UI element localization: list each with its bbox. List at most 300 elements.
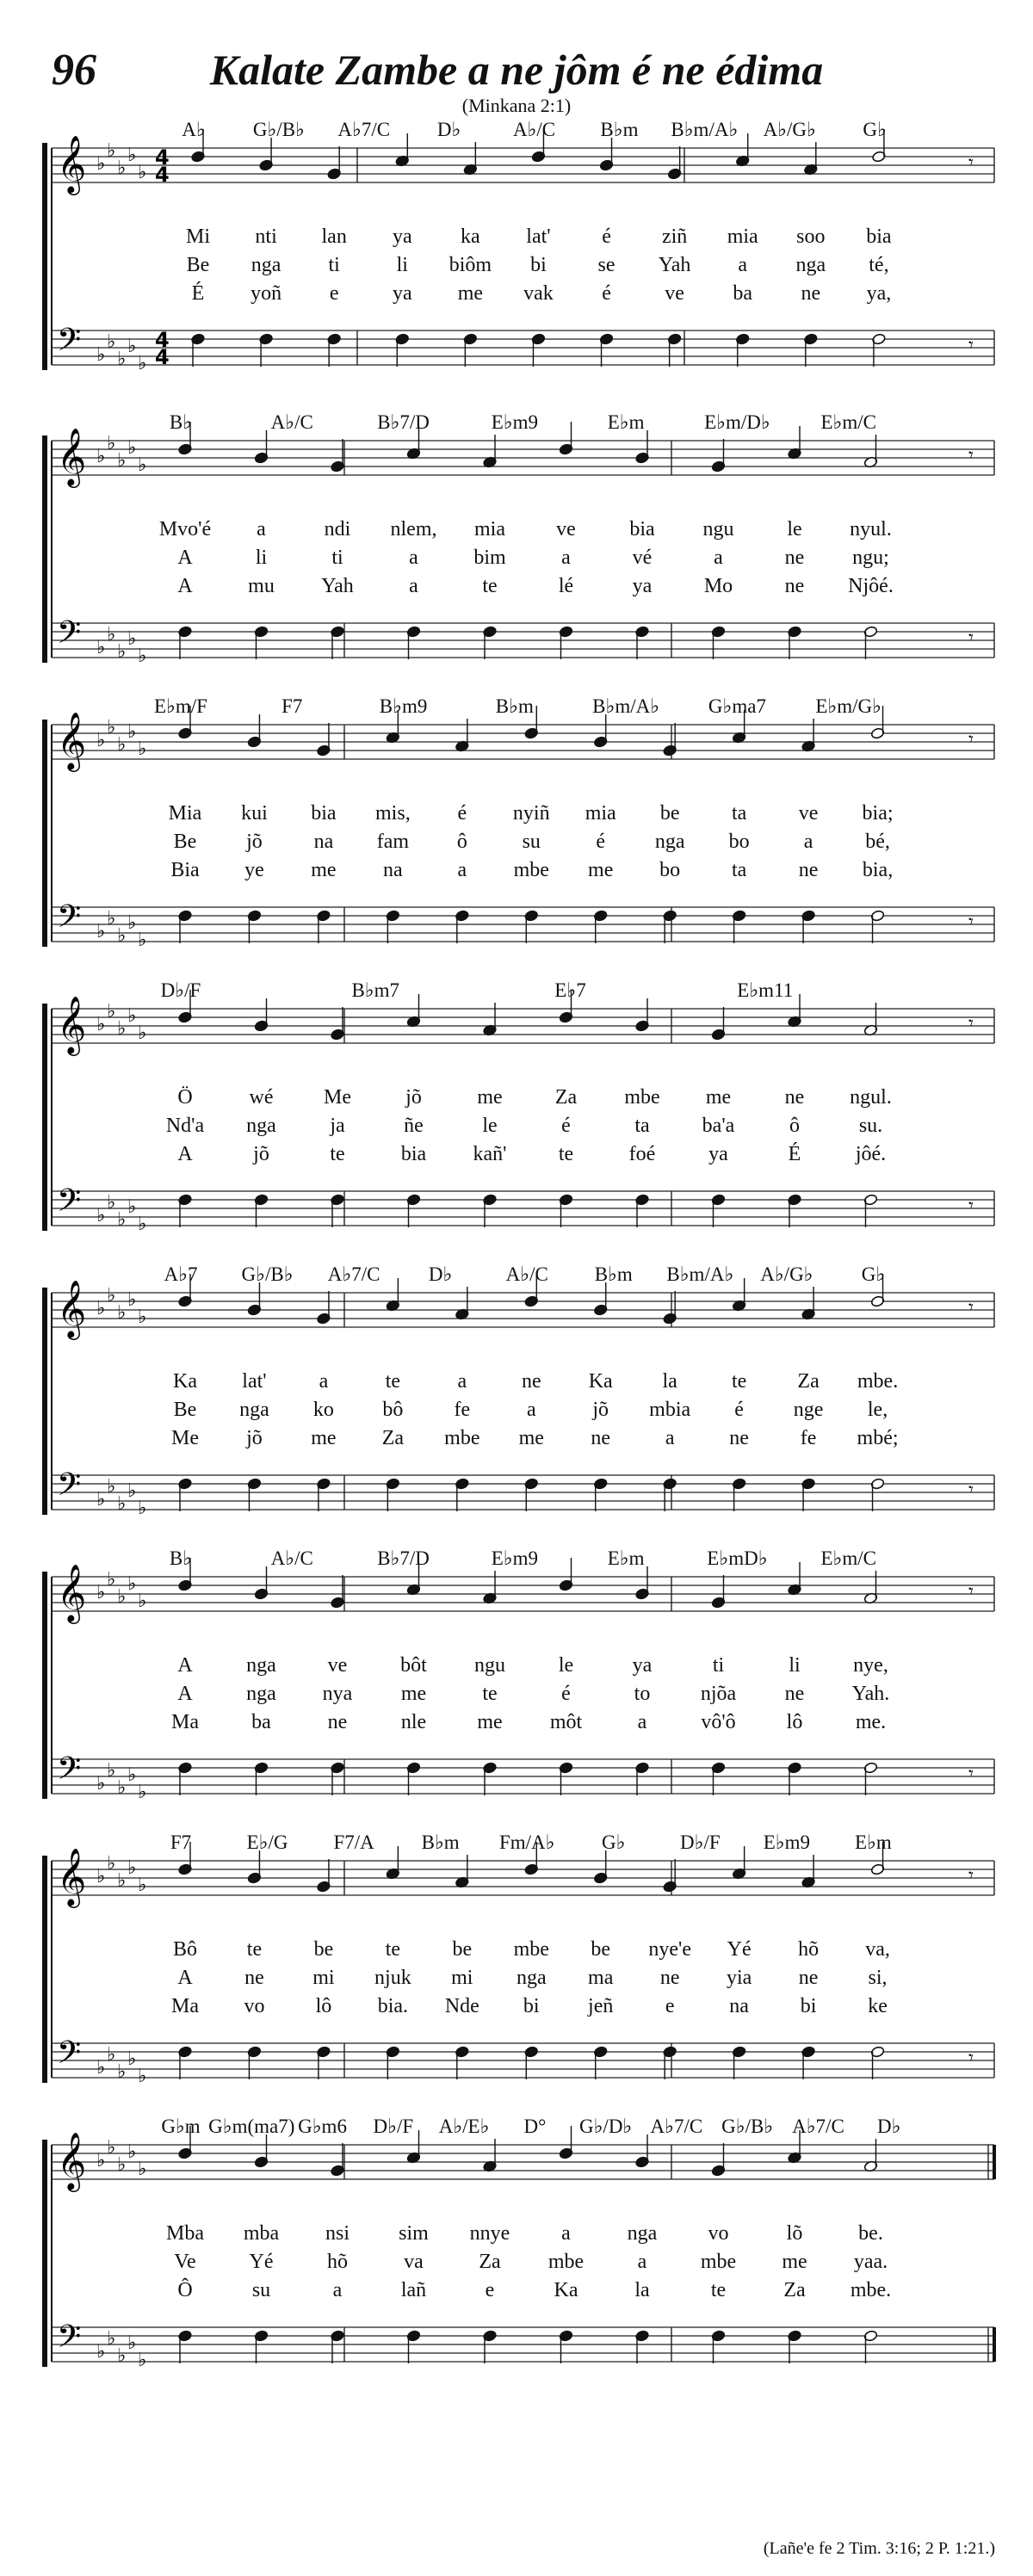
- treble-note: [483, 435, 498, 468]
- chord-symbol: B♭: [169, 411, 193, 433]
- lyric-syllable: É: [191, 282, 205, 305]
- lyric-syllable: ñe: [404, 1115, 424, 1137]
- treble-note: [317, 1859, 331, 1893]
- eighth-rest-icon: 𝄾: [968, 445, 974, 466]
- lyric-syllable: nga: [795, 254, 826, 276]
- flat-icon: ♭: [96, 1014, 106, 1035]
- bass-note: [801, 2046, 816, 2079]
- bass-note: [483, 2330, 498, 2363]
- treble-note: [711, 1575, 726, 1609]
- lyric-syllable: vo: [244, 1995, 265, 2017]
- lyric-syllable: a: [665, 1427, 675, 1449]
- flat-icon: ♭: [96, 153, 106, 175]
- lyric-syllable: hõ: [798, 1938, 820, 1961]
- flat-icon: ♭: [96, 446, 106, 467]
- bass-note: [178, 626, 193, 659]
- music-system: [0, 1547, 1033, 1868]
- chord-symbol: B♭m: [594, 1263, 633, 1285]
- lyric-syllable: mis,: [375, 802, 411, 825]
- treble-note: [593, 1282, 608, 1316]
- bass-note: [455, 2046, 470, 2079]
- lyric-syllable: li: [255, 547, 268, 569]
- treble-note: [593, 1850, 608, 1884]
- bass-note: [191, 333, 206, 367]
- treble-note: [593, 714, 608, 748]
- flat-icon: ♭: [107, 1192, 116, 1214]
- lyric-syllable: e: [665, 1995, 675, 2017]
- chord-symbol: E♭m/C: [820, 411, 876, 433]
- lyric-syllable: mba: [243, 2222, 280, 2245]
- chord-symbol: B♭m/A♭: [671, 119, 739, 140]
- lyric-syllable: Be: [186, 254, 210, 276]
- treble-note: [863, 1003, 878, 1036]
- lyric-syllable: nga: [246, 1115, 276, 1137]
- lyric-syllable: bô: [382, 1399, 404, 1421]
- chord-symbol: G♭: [861, 1263, 886, 1285]
- lyric-syllable: a: [409, 547, 418, 569]
- lyric-syllable: be: [452, 1938, 473, 1961]
- bass-note: [593, 910, 608, 943]
- lyric-syllable: Ma: [171, 1995, 199, 2017]
- lyric-syllable: te: [710, 2279, 727, 2301]
- flat-icon: ♭: [138, 1875, 147, 1896]
- lyric-syllable: ne: [729, 1427, 749, 1449]
- bass-clef-icon: 𝄢: [57, 615, 82, 658]
- chord-symbol: G♭ma7: [708, 695, 766, 717]
- lyric-syllable: me: [518, 1427, 544, 1449]
- lyric-syllable: su: [522, 831, 541, 853]
- lyric-syllable: ko: [312, 1399, 334, 1421]
- treble-staff: [52, 1293, 994, 1327]
- lyric-syllable: a: [637, 1711, 647, 1733]
- lyric-syllable: bia: [866, 225, 892, 248]
- bass-note: [395, 333, 410, 367]
- bass-note: [254, 1762, 269, 1795]
- lyric-syllable: bo: [659, 859, 681, 881]
- flat-icon: ♭: [107, 1285, 116, 1307]
- lyric-syllable: foé: [628, 1143, 656, 1165]
- lyric-syllable: mia: [727, 225, 758, 248]
- flat-icon: ♭: [117, 641, 127, 663]
- flat-icon: ♭: [127, 628, 137, 650]
- lyric-syllable: me: [311, 859, 337, 881]
- treble-clef-icon: 𝄞: [57, 1563, 87, 1622]
- bass-note: [711, 2330, 726, 2363]
- chord-symbol: A♭/C: [512, 119, 556, 140]
- lyric-syllable: A: [177, 1683, 193, 1705]
- flat-icon: ♭: [107, 2044, 116, 2066]
- lyric-syllable: mbe: [700, 2251, 737, 2273]
- flat-icon: ♭: [117, 1018, 127, 1040]
- lyric-syllable: ziñ: [661, 225, 688, 248]
- lyric-syllable: ngu: [474, 1654, 505, 1677]
- lyric-syllable: jõ: [246, 1427, 263, 1449]
- lyric-syllable: jõ: [592, 1399, 609, 1421]
- lyric-syllable: to: [634, 1683, 651, 1705]
- treble-note: [788, 426, 802, 460]
- lyric-syllable: ka: [461, 225, 480, 248]
- flat-icon: ♭: [117, 450, 127, 472]
- bass-clef-icon: 𝄢: [57, 1183, 82, 1226]
- bass-staff: [52, 623, 994, 658]
- lyric-syllable: a: [457, 859, 467, 881]
- lyric-syllable: ngu;: [852, 547, 889, 569]
- bass-staff: [52, 907, 994, 942]
- bass-note: [735, 333, 750, 367]
- lyric-syllable: Mi: [185, 225, 211, 248]
- chord-symbol: E♭m: [607, 1547, 645, 1569]
- bass-clef-icon: 𝄢: [57, 2035, 82, 2079]
- flat-icon: ♭: [117, 1777, 127, 1799]
- lyric-syllable: wé: [249, 1086, 274, 1109]
- treble-note: [247, 714, 262, 748]
- flat-icon: ♭: [127, 336, 137, 357]
- lyric-syllable: be: [313, 1938, 334, 1961]
- eighth-rest-icon: 𝄾: [968, 1480, 974, 1501]
- lyric-syllable: ya: [708, 1143, 728, 1165]
- lyric-syllable: ti: [331, 547, 343, 569]
- bass-note: [663, 910, 677, 943]
- lyric-syllable: Ö: [177, 1086, 193, 1109]
- lyric-syllable: nti: [255, 225, 277, 248]
- chord-symbol: E♭7: [554, 979, 586, 1001]
- flat-icon: ♭: [107, 2137, 116, 2159]
- lyric-syllable: nlem,: [390, 518, 437, 541]
- treble-note: [804, 142, 819, 176]
- lyric-syllable: jeñ: [588, 1995, 614, 2017]
- chord-symbol: E♭m9: [491, 1547, 538, 1569]
- flat-icon: ♭: [127, 145, 137, 166]
- bass-note: [599, 333, 614, 367]
- lyric-syllable: kañ': [473, 1143, 507, 1165]
- lyric-syllable: É: [788, 1143, 801, 1165]
- lyric-syllable: ô: [789, 1115, 800, 1137]
- flat-icon: ♭: [127, 1857, 137, 1879]
- treble-note: [331, 2143, 345, 2177]
- chord-symbol: A♭/C: [270, 1547, 313, 1569]
- lyric-syllable: li: [789, 1654, 801, 1677]
- lyric-syllable: é: [602, 225, 611, 248]
- lyric-syllable: ye: [244, 859, 264, 881]
- flat-icon: ♭: [107, 2328, 116, 2350]
- lyric-syllable: Ka: [588, 1370, 613, 1393]
- flat-icon: ♭: [96, 921, 106, 942]
- lyric-syllable: Bia: [170, 859, 200, 881]
- lyric-syllable: njuk: [374, 1967, 411, 1989]
- chord-symbol: F7: [281, 695, 303, 717]
- bass-note: [863, 626, 878, 659]
- lyric-syllable: vak: [523, 282, 554, 305]
- lyric-syllable: nga: [246, 1683, 276, 1705]
- flat-icon: ♭: [117, 2061, 127, 2083]
- flat-icon: ♭: [138, 1022, 147, 1044]
- lyric-syllable: bo: [728, 831, 750, 853]
- flat-icon: ♭: [117, 1493, 127, 1515]
- lyric-syllable: ta: [731, 802, 747, 825]
- flat-icon: ♭: [96, 344, 106, 366]
- lyric-syllable: a: [561, 547, 571, 569]
- bass-note: [635, 1194, 650, 1227]
- lyric-syllable: kui: [241, 802, 268, 825]
- flat-icon: ♭: [127, 1005, 137, 1027]
- chord-symbol: A♭/E♭: [438, 2116, 490, 2137]
- bass-note: [386, 1478, 400, 1511]
- bass-note: [593, 2046, 608, 2079]
- lyric-syllable: e: [485, 2279, 495, 2301]
- lyric-syllable: mbe: [444, 1427, 480, 1449]
- lyric-syllable: a: [714, 547, 723, 569]
- flat-icon: ♭: [138, 1591, 147, 1612]
- eighth-rest-icon: 𝄾: [968, 1013, 974, 1035]
- bass-note: [635, 626, 650, 659]
- treble-note: [483, 2139, 498, 2172]
- treble-note: [801, 719, 816, 752]
- eighth-rest-icon: 𝄾: [968, 1764, 974, 1785]
- lyric-syllable: yaa.: [853, 2251, 888, 2273]
- bass-note: [663, 1478, 677, 1511]
- lyric-syllable: yoñ: [251, 282, 282, 305]
- flat-icon: ♭: [138, 162, 147, 183]
- lyric-syllable: Yé: [249, 2251, 274, 2273]
- chord-symbol: E♭mD♭: [707, 1547, 768, 1569]
- lyric-syllable: jõ: [253, 1143, 269, 1165]
- lyric-syllable: A: [177, 547, 193, 569]
- lyric-syllable: nsi: [325, 2222, 350, 2245]
- treble-note: [331, 1007, 345, 1041]
- bass-note: [386, 2046, 400, 2079]
- lyric-syllable: va,: [865, 1938, 890, 1961]
- flat-icon: ♭: [138, 2350, 147, 2371]
- treble-clef-icon: 𝄞: [57, 1279, 87, 1337]
- chord-symbol: E♭m: [855, 1832, 892, 1853]
- eighth-rest-icon: 𝄾: [968, 1581, 974, 1603]
- flat-icon: ♭: [138, 454, 147, 476]
- treble-staff: [52, 441, 994, 475]
- treble-note: [788, 1562, 802, 1596]
- treble-note: [635, 1566, 650, 1600]
- bass-note: [559, 2330, 573, 2363]
- bass-note: [711, 626, 726, 659]
- lyric-syllable: ya,: [866, 282, 892, 305]
- flat-icon: ♭: [138, 1307, 147, 1328]
- lyric-syllable: se: [597, 254, 615, 276]
- bass-note: [254, 2330, 269, 2363]
- treble-note: [711, 2143, 726, 2177]
- treble-note: [463, 142, 478, 176]
- chord-symbol: E♭m/F: [154, 695, 207, 717]
- lyric-syllable: a: [561, 2222, 571, 2245]
- lyric-syllable: ti: [712, 1654, 725, 1677]
- lyric-syllable: é: [561, 1115, 571, 1137]
- lyric-syllable: A: [177, 575, 193, 597]
- lyric-syllable: ta: [634, 1115, 650, 1137]
- treble-clef-icon: 𝄞: [57, 995, 87, 1053]
- lyric-syllable: bôt: [400, 1654, 427, 1677]
- bass-note: [863, 1762, 878, 1795]
- time-signature: 4: [155, 163, 170, 187]
- lyric-syllable: hõ: [327, 2251, 348, 2273]
- lyric-syllable: A: [177, 1654, 193, 1677]
- flat-icon: ♭: [138, 1498, 147, 1519]
- chord-symbol: G♭: [602, 1832, 626, 1853]
- flat-icon: ♭: [127, 1196, 137, 1218]
- chord-symbol: B♭m/A♭: [666, 1263, 734, 1285]
- lyric-syllable: bé,: [865, 831, 890, 853]
- treble-note: [711, 439, 726, 473]
- lyric-syllable: bia: [400, 1143, 427, 1165]
- lyric-syllable: mbe: [513, 1938, 549, 1961]
- chord-symbol: A♭7: [164, 1263, 198, 1285]
- chord-symbol: B♭m: [495, 695, 534, 717]
- time-signature: 4: [155, 345, 170, 369]
- lyric-syllable: A: [177, 1967, 193, 1989]
- lyric-syllable: ne: [784, 1086, 805, 1109]
- lyric-syllable: Ka: [554, 2279, 578, 2301]
- treble-note: [732, 1846, 746, 1880]
- lyric-syllable: me: [782, 2251, 807, 2273]
- music-system: [0, 411, 1033, 732]
- lyric-syllable: é: [457, 802, 467, 825]
- bass-note: [559, 626, 573, 659]
- lyric-syllable: a: [319, 1370, 329, 1393]
- lyric-syllable: ba: [251, 1711, 271, 1733]
- flat-icon: ♭: [96, 1866, 106, 1887]
- treble-note: [254, 1566, 269, 1600]
- lyric-syllable: te: [385, 1938, 401, 1961]
- eighth-rest-icon: 𝄾: [968, 911, 974, 933]
- lyric-syllable: na: [313, 831, 334, 853]
- lyric-syllable: si,: [868, 1967, 888, 1989]
- flat-icon: ♭: [127, 1573, 137, 1595]
- flat-icon: ♭: [127, 2332, 137, 2354]
- lyric-syllable: Be: [173, 831, 197, 853]
- lyric-syllable: bia,: [862, 859, 894, 881]
- bass-note: [247, 2046, 262, 2079]
- scripture-reference: (Minkana 2:1): [461, 95, 572, 116]
- bass-note: [178, 1762, 193, 1795]
- bass-note: [463, 333, 478, 367]
- chord-symbol: E♭m/C: [820, 1547, 876, 1569]
- lyric-syllable: ne: [784, 575, 805, 597]
- bass-note: [254, 1194, 269, 1227]
- lyric-syllable: me: [400, 1683, 427, 1705]
- lyric-syllable: me: [588, 859, 614, 881]
- lyric-syllable: bim: [473, 547, 506, 569]
- lyric-syllable: lõ: [786, 2222, 803, 2245]
- chord-symbol: E♭m/D♭: [704, 411, 770, 433]
- lyric-syllable: mbe.: [857, 1370, 899, 1393]
- flat-icon: ♭: [127, 437, 137, 459]
- lyric-syllable: mia: [585, 802, 616, 825]
- flat-icon: ♭: [138, 1214, 147, 1235]
- flat-icon: ♭: [138, 353, 147, 374]
- chord-symbol: B♭7/D: [377, 411, 430, 433]
- bass-note: [317, 910, 331, 943]
- lyric-syllable: a: [257, 518, 266, 541]
- chord-symbol: G♭m(ma7): [208, 2116, 295, 2137]
- lyric-syllable: ne: [798, 1967, 819, 1989]
- lyric-syllable: é: [596, 831, 606, 853]
- bass-note: [247, 910, 262, 943]
- chord-symbol: A♭/G♭: [760, 1263, 813, 1285]
- bass-note: [386, 910, 400, 943]
- lyric-syllable: Ve: [174, 2251, 196, 2273]
- bass-staff: [52, 1475, 994, 1510]
- chord-symbol: G♭m: [161, 2116, 201, 2137]
- lyric-syllable: soo: [796, 225, 826, 248]
- lyric-syllable: Nd'a: [165, 1115, 205, 1137]
- lyric-syllable: Yé: [727, 1938, 752, 1961]
- eighth-rest-icon: 𝄾: [968, 729, 974, 751]
- flat-icon: ♭: [138, 738, 147, 760]
- lyric-syllable: va: [404, 2251, 424, 2273]
- treble-note: [559, 1558, 573, 1591]
- lyric-syllable: mi: [451, 1967, 473, 1989]
- lyric-syllable: me: [457, 282, 484, 305]
- treble-note: [711, 1007, 726, 1041]
- lyric-syllable: a: [457, 1370, 467, 1393]
- eighth-rest-icon: 𝄾: [968, 1865, 974, 1887]
- lyric-syllable: jõ: [405, 1086, 422, 1109]
- lyric-syllable: lô: [786, 1711, 803, 1733]
- bass-note: [317, 2046, 331, 2079]
- eighth-rest-icon: 𝄾: [968, 627, 974, 649]
- lyric-syllable: a: [738, 254, 748, 276]
- lyric-syllable: fe: [800, 1427, 817, 1449]
- bass-note: [327, 333, 342, 367]
- lyric-syllable: nya: [322, 1683, 353, 1705]
- flat-icon: ♭: [107, 624, 116, 646]
- music-system: [0, 1832, 1033, 2152]
- bass-clef-icon: 𝄢: [57, 322, 82, 366]
- lyric-syllable: ô: [456, 831, 467, 853]
- lyric-syllable: bia;: [862, 802, 894, 825]
- lyric-syllable: su: [251, 2279, 271, 2301]
- lyric-syllable: Yah.: [851, 1683, 890, 1705]
- treble-note: [663, 1859, 677, 1893]
- chord-symbol: A♭/G♭: [763, 119, 816, 140]
- treble-note: [635, 430, 650, 464]
- lyric-syllable: ne: [591, 1427, 611, 1449]
- lyric-syllable: a: [526, 1399, 536, 1421]
- lyric-syllable: nyul.: [850, 518, 892, 541]
- chord-symbol: D♭: [428, 1263, 453, 1285]
- treble-note: [406, 994, 421, 1028]
- treble-clef-icon: 𝄞: [57, 1847, 87, 1906]
- bass-note: [863, 1194, 878, 1227]
- lyric-syllable: lañ: [400, 2279, 427, 2301]
- bass-note: [406, 1762, 421, 1795]
- lyric-syllable: é: [734, 1399, 744, 1421]
- bass-note: [732, 1478, 746, 1511]
- lyric-syllable: ya: [632, 1654, 653, 1677]
- bass-note: [801, 910, 816, 943]
- treble-staff: [52, 1577, 994, 1611]
- chord-symbol: B♭m7: [351, 979, 400, 1001]
- lyric-syllable: Za: [783, 2279, 806, 2301]
- treble-note: [254, 430, 269, 464]
- lyric-syllable: ma: [588, 1967, 614, 1989]
- treble-note: [663, 1291, 677, 1325]
- lyric-syllable: Me: [171, 1427, 199, 1449]
- treble-note: [254, 2134, 269, 2168]
- treble-staff: [52, 1861, 994, 1895]
- lyric-syllable: nga: [516, 1967, 547, 1989]
- lyric-syllable: yia: [726, 1967, 752, 1989]
- chord-symbol: D°: [523, 2116, 547, 2137]
- flat-icon: ♭: [127, 1764, 137, 1786]
- bass-note: [331, 1194, 345, 1227]
